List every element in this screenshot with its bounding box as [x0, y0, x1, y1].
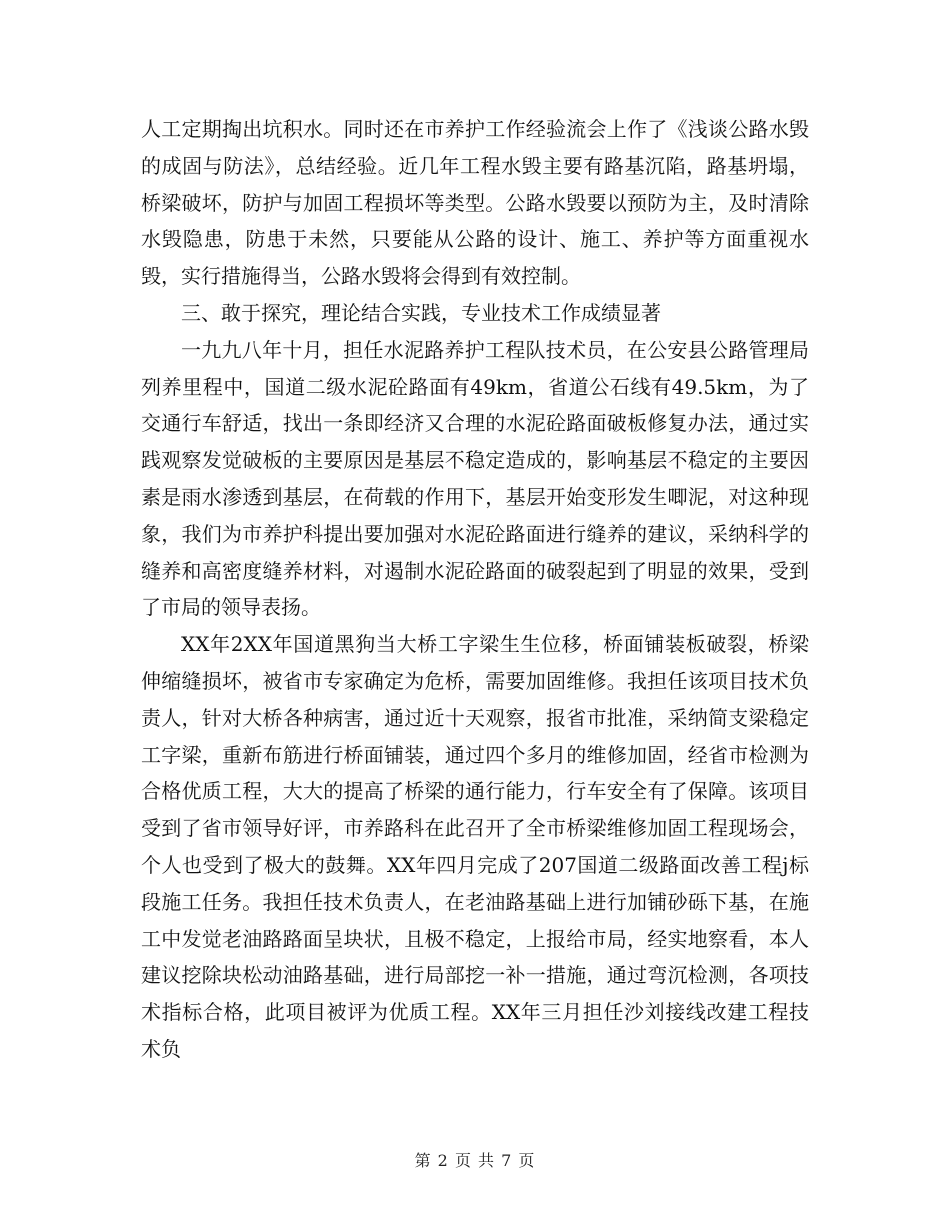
page-number-footer: 第 2 页 共 7 页 — [414, 1151, 536, 1170]
section-heading-three: 三、敢于探究，理论结合实践，专业技术工作成绩显著 — [181, 300, 661, 325]
paragraph-bridge-reinforcement: XX年2XX年国道黑狗当大桥工字梁生生位移，桥面铺装板破裂，桥梁伸缩缝损坏，被省市专家确定为危桥，需要加固维修。我担任该项目技术负责人，针对大桥各种病害，通过近十天观察，报省市批准，采纳简支梁稳定工字梁，重新布筋进行桥面铺装，通过四个多月的维修加固，经省市检测为合格优质工程，大大的提高了桥梁的通行能力，行车安全有了保障。该项目受到了省市领导好评，市养路科在此召开了全市桥梁维修加固工程现场会，个人也受到了极大的鼓舞。XX年四月完成了207国道二级路面改善工程j标段施工任务。我担任技术负责人，在老油路基础上进行加铺砂砾下基，在施工中发觉老油路路面呈块状，且极不稳定，上报给市局，经实地察看，本人建议挖除块松动油路基础，进行局部挖一补一措施，通过弯沉检测，各项技术指标合格，此项目被评为优质工程。XX年三月担任沙刘接线改建工程技术负 — [141, 632, 809, 1061]
document-body — [141, 111, 809, 1068]
paragraph-flood-damage-continuation: 人工定期掏出坑积水。同时还在市养护工作经验流会上作了《浅谈公路水毁的成固与防法》，总结经验。近几年工程水毁主要有路基沉陷，路基坍塌，桥梁破坏，防护与加固工程损坏等类型。公路水毁要以预防为主，及时清除水毁隐患，防患于未然，只要能从公路的设计、施工、养护等方面重视水毁，实行措施得当，公路水毁将会得到有效控制。 — [141, 117, 809, 289]
paragraph-cement-road-maintenance: 一九九八年十月，担任水泥路养护工程队技术员，在公安县公路管理局列养里程中，国道二级水泥砼路面有49km，省道公石线有49.5km，为了交通行车舒适，找出一条即经济又合理的水泥砼路面破板修复办法，通过实践观察发觉破板的主要原因是基层不稳定造成的，影响基层不稳定的主要因素是雨水渗透到基层，在荷载的作用下，基层开始变形发生唧泥，对这种现象，我们为市养护科提出要加强对水泥砼路面进行缝养的建议，采纳科学的缝养和高密度缝养材料，对遏制水泥砼路面的破裂起到了明显的效果，受到了市局的领导表扬。 — [141, 337, 809, 620]
